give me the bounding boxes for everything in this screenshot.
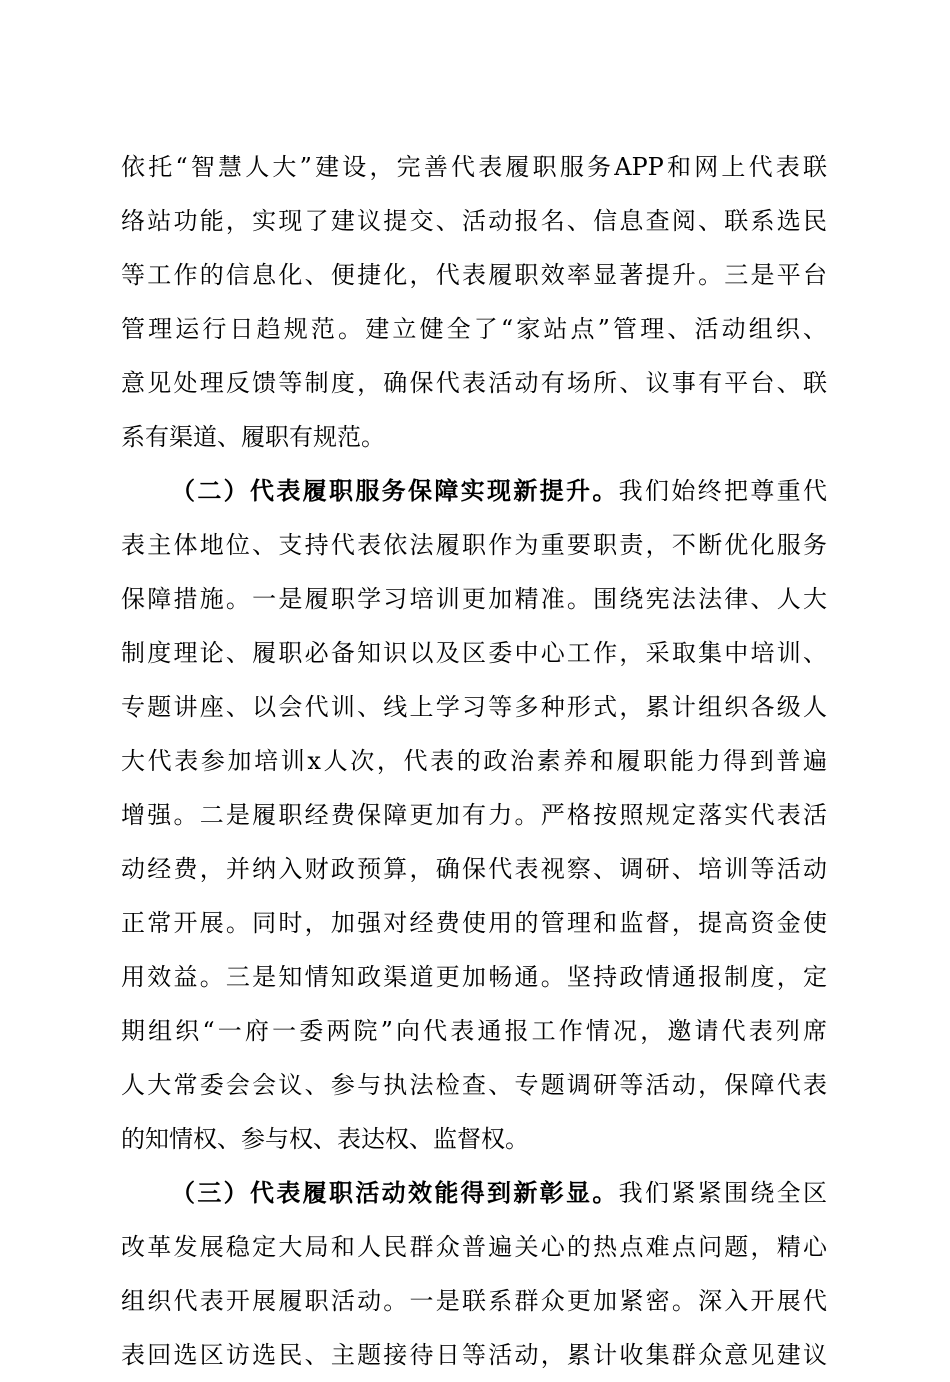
text-line <box>121 1004 827 1058</box>
text-line <box>121 302 827 356</box>
text-segment: 依托“智慧人大”建设，完善代表履职服务APP和网上代表联 <box>121 153 827 181</box>
text-line <box>121 518 827 572</box>
section-heading-line <box>121 464 827 518</box>
text-line <box>121 248 827 302</box>
text-line <box>121 572 827 626</box>
text-segment: 络站功能，实现了建议提交、活动报名、信息查阅、联系选民 <box>121 207 827 235</box>
section-heading-line <box>121 1166 827 1220</box>
text-segment: 我们紧紧围绕全区 <box>618 1179 828 1207</box>
text-line <box>121 1058 827 1112</box>
document-body <box>121 140 827 1382</box>
text-segment: 动经费，并纳入财政预算，确保代表视察、调研、培训等活动 <box>121 855 827 883</box>
text-line <box>121 194 827 248</box>
text-line <box>121 896 827 950</box>
text-segment: 期组织“一府一委两院”向代表通报工作情况，邀请代表列席 <box>121 1017 827 1045</box>
text-segment: 系有渠道、履职有规范。 <box>121 423 385 451</box>
text-line <box>121 842 827 896</box>
text-segment: 正常开展。同时，加强对经费使用的管理和监督，提高资金使 <box>121 909 827 937</box>
text-segment: 大代表参加培训x人次，代表的政治素养和履职能力得到普遍 <box>121 747 827 775</box>
text-line <box>121 626 827 680</box>
text-segment: 制度理论、履职必备知识以及区委中心工作，采取集中培训、 <box>121 639 827 667</box>
text-line <box>121 1220 827 1274</box>
text-line <box>121 680 827 734</box>
text-line <box>121 1274 827 1328</box>
text-line <box>121 1112 827 1166</box>
text-segment: 增强。二是履职经费保障更加有力。严格按照规定落实代表活 <box>121 801 827 829</box>
text-segment: 等工作的信息化、便捷化，代表履职效率显著提升。三是平台 <box>121 261 827 289</box>
text-segment: 改革发展稳定大局和人民群众普遍关心的热点难点问题，精心 <box>121 1233 827 1261</box>
text-line <box>121 734 827 788</box>
text-segment: 意见处理反馈等制度，确保代表活动有场所、议事有平台、联 <box>121 369 827 397</box>
text-line <box>121 410 827 464</box>
text-line <box>121 356 827 410</box>
text-segment: 的知情权、参与权、表达权、监督权。 <box>121 1125 529 1153</box>
text-segment: 管理运行日趋规范。建立健全了“家站点”管理、活动组织、 <box>121 315 827 343</box>
text-line <box>121 950 827 1004</box>
text-segment: 我们始终把尊重代 <box>618 477 828 505</box>
text-segment: 表回选区访选民、主题接待日等活动，累计收集群众意见建议 <box>121 1341 827 1369</box>
text-segment: 人大常委会会议、参与执法检查、专题调研等活动，保障代表 <box>121 1071 827 1099</box>
text-line <box>121 788 827 842</box>
text-segment: 专题讲座、以会代训、线上学习等多种形式，累计组织各级人 <box>121 693 827 721</box>
text-segment: 表主体地位、支持代表依法履职作为重要职责，不断优化服务 <box>121 531 827 559</box>
text-line <box>121 140 827 194</box>
section-heading-2: （二）代表履职服务保障实现新提升。 <box>171 476 619 505</box>
text-segment: 用效益。三是知情知政渠道更加畅通。坚持政情通报制度，定 <box>121 963 827 991</box>
text-line <box>121 1328 827 1382</box>
section-heading-3: （三）代表履职活动效能得到新彰显。 <box>171 1178 619 1207</box>
text-segment: 保障措施。一是履职学习培训更加精准。围绕宪法法律、人大 <box>121 585 827 613</box>
text-segment: 组织代表开展履职活动。一是联系群众更加紧密。深入开展代 <box>121 1287 827 1315</box>
